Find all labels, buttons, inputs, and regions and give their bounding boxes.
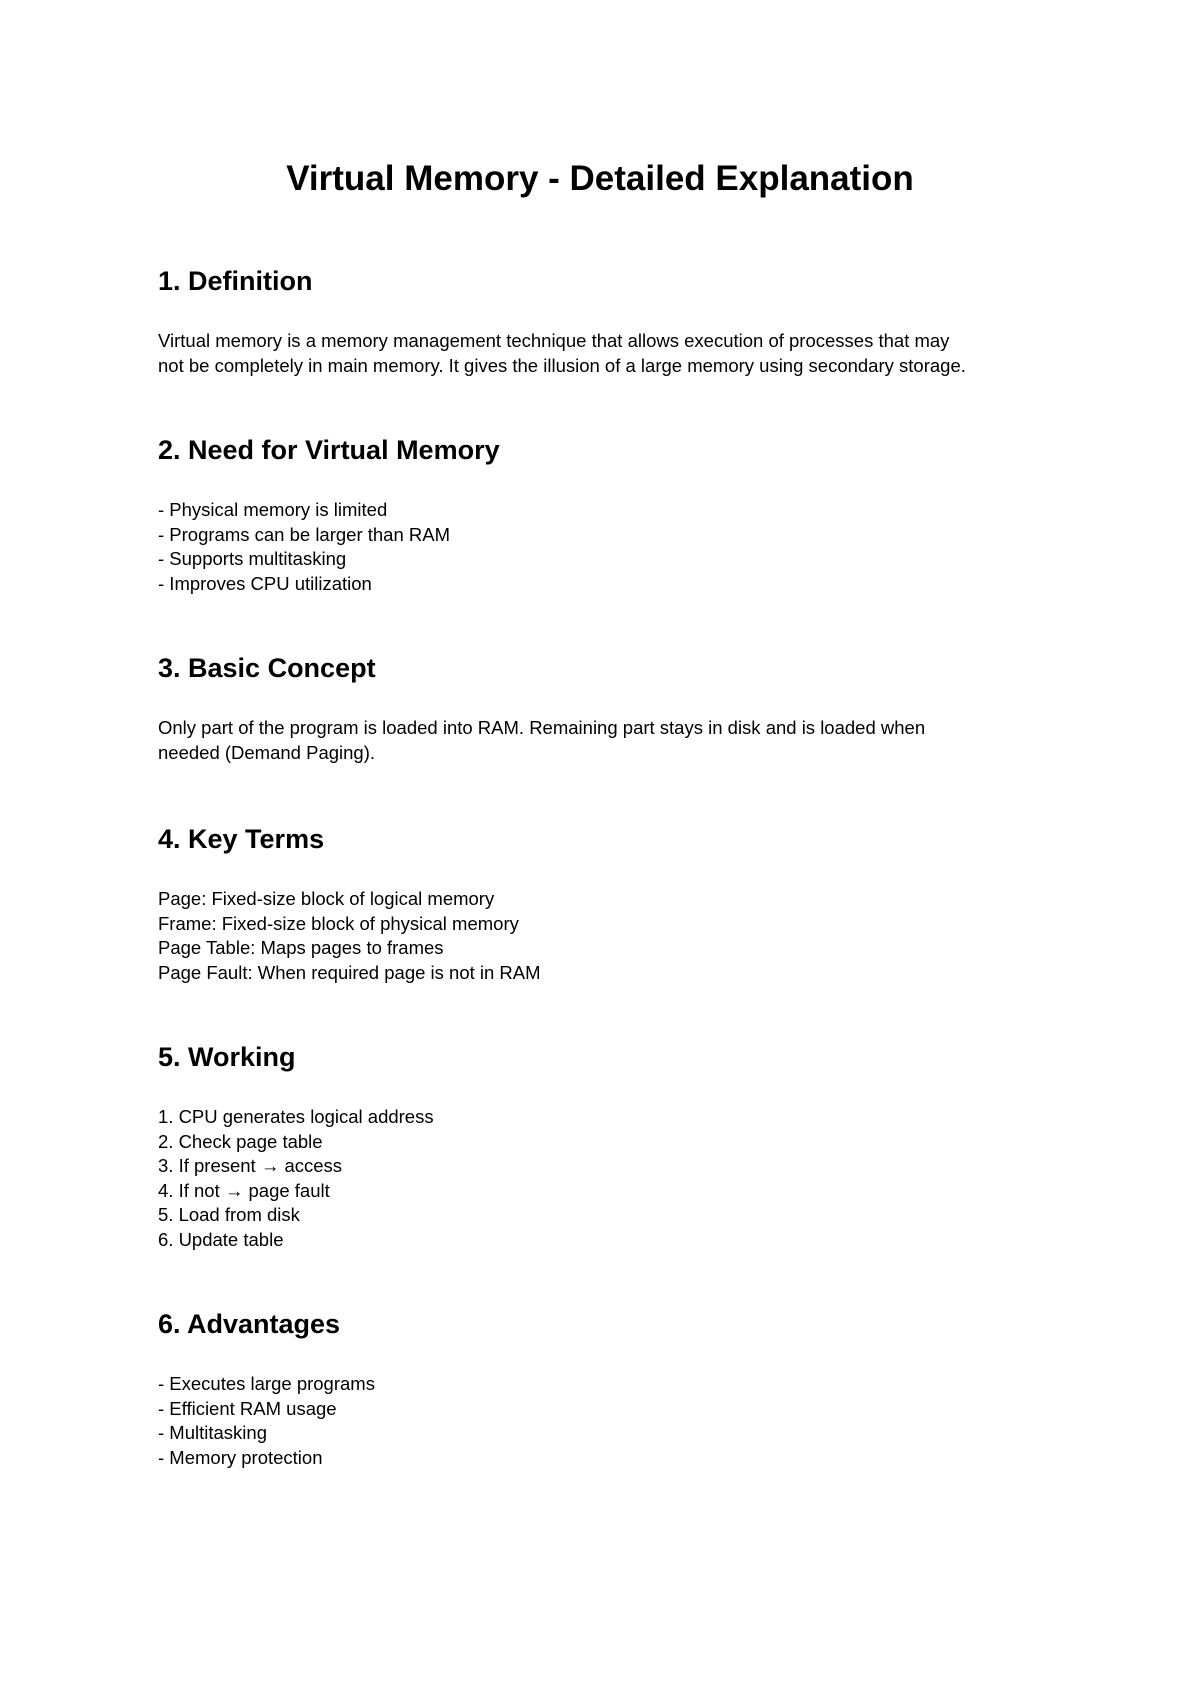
list-item: - Efficient RAM usage bbox=[158, 1397, 337, 1419]
section-heading: 5. Working bbox=[158, 1042, 296, 1072]
section-working bbox=[158, 1040, 1058, 1252]
section-body bbox=[158, 1372, 1058, 1470]
section-body bbox=[158, 498, 1058, 596]
paragraph-line: needed (Demand Paging). bbox=[158, 741, 376, 763]
term-definition: Frame: Fixed-size block of physical memory bbox=[158, 912, 519, 934]
step-item: 3. If present → access bbox=[158, 1155, 343, 1176]
section-heading: 3. Basic Concept bbox=[158, 653, 376, 683]
section-need-for-virtual-memory bbox=[158, 433, 1058, 596]
list-item: - Supports multitasking bbox=[158, 548, 347, 569]
step-item: 1. CPU generates logical address bbox=[158, 1106, 434, 1127]
section-advantages bbox=[158, 1307, 1058, 1470]
list-item: - Memory protection bbox=[158, 1446, 323, 1468]
paragraph-line: Only part of the program is loaded into RAM. Remaining part stays in disk and is loaded when bbox=[158, 717, 926, 738]
section-key-terms bbox=[158, 822, 1058, 985]
step-item: 6. Update table bbox=[158, 1228, 284, 1250]
section-heading: 1. Definition bbox=[158, 266, 313, 296]
step-item: 4. If not → page fault bbox=[158, 1179, 330, 1201]
list-item: - Programs can be larger than RAM bbox=[158, 523, 451, 545]
section-heading: 2. Need for Virtual Memory bbox=[158, 435, 500, 465]
paragraph-line: not be completely in main memory. It gives the illusion of a large memory using secondary storage. bbox=[158, 354, 966, 376]
section-body bbox=[158, 1105, 1058, 1252]
document-title: Virtual Memory - Detailed Explanation bbox=[286, 159, 914, 198]
term-definition: Page Fault: When required page is not in RAM bbox=[158, 961, 541, 983]
list-item: - Executes large programs bbox=[158, 1373, 375, 1394]
list-item: - Physical memory is limited bbox=[158, 499, 388, 520]
section-body bbox=[158, 716, 1058, 765]
step-item: 2. Check page table bbox=[158, 1130, 323, 1152]
step-item: 5. Load from disk bbox=[158, 1204, 300, 1225]
section-heading: 6. Advantages bbox=[158, 1309, 341, 1339]
term-definition: Page Table: Maps pages to frames bbox=[158, 937, 444, 958]
section-body bbox=[158, 329, 1058, 378]
list-item: - Multitasking bbox=[158, 1422, 267, 1443]
section-definition bbox=[158, 264, 1058, 378]
term-definition: Page: Fixed-size block of logical memory bbox=[158, 888, 495, 909]
paragraph-line: Virtual memory is a memory management technique that allows execution of processes that may bbox=[158, 330, 950, 351]
list-item: - Improves CPU utilization bbox=[158, 572, 372, 594]
section-body bbox=[158, 887, 1058, 985]
section-basic-concept bbox=[158, 651, 1058, 765]
section-heading: 4. Key Terms bbox=[158, 824, 325, 854]
